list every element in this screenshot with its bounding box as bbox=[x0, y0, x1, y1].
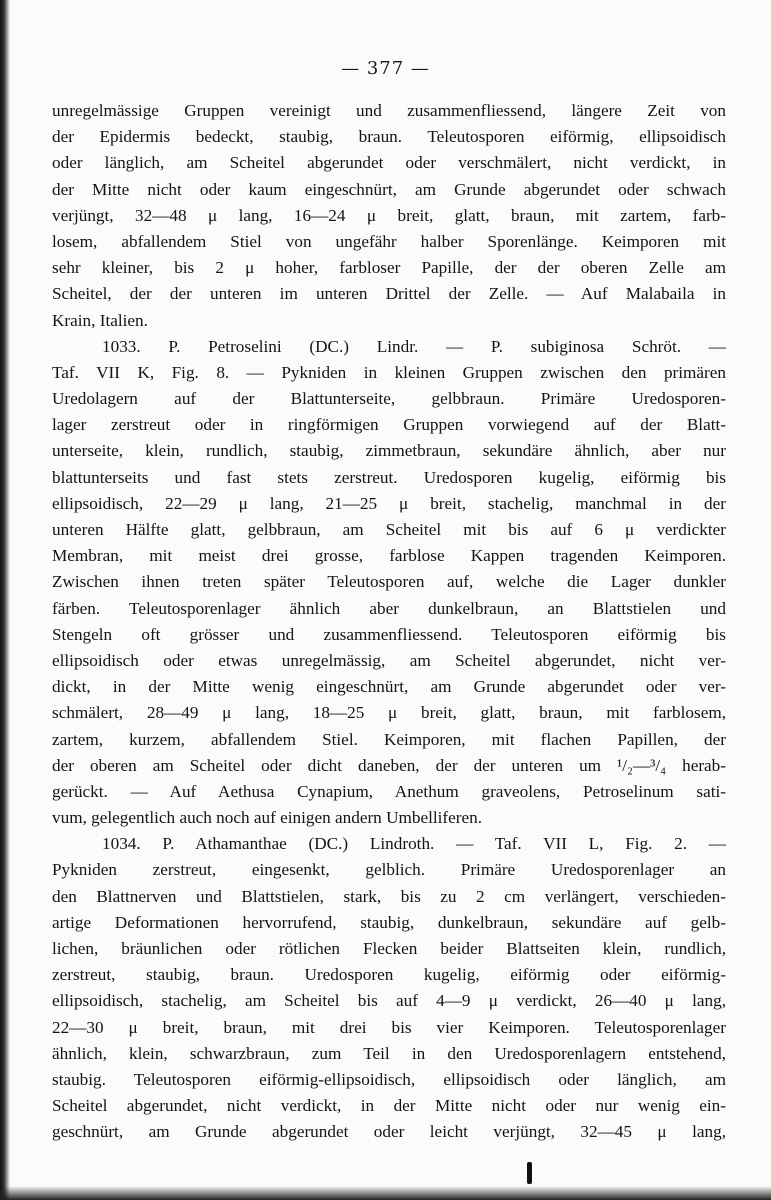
text-line: färben. Teleutosporenlager ähnlich aber dunkelbraun, an Blattstielen und bbox=[52, 598, 726, 618]
text-line: lichen, bräunlichen oder rötlichen Flecken beider Blattseiten klein, rundlich, bbox=[52, 939, 726, 958]
text-line: Krain, Italien. bbox=[52, 310, 148, 330]
text-line: Membran, mit meist drei grosse, farblose Kappen tragenden Keimporen. bbox=[52, 546, 726, 566]
text-line: der oberen am Scheitel oder dicht daneben, der der unteren um ¹/₂—³/₄ herab- bbox=[52, 755, 726, 775]
text-line: blattunterseits und fast stets zerstreut. Uredosporen kugelig, eiförmig bis bbox=[52, 467, 726, 487]
text-line: Uredolagern auf der Blattunterseite, gelbbraun. Primäre Uredosporen- bbox=[52, 389, 726, 409]
text-line: Scheitel, der der unteren im unteren Drittel der Zelle. — Auf Malabaila in bbox=[52, 284, 726, 304]
text-line: gerückt. — Auf Aethusa Cynapium, Anethum graveolens, Petroselinum sati- bbox=[52, 781, 726, 801]
text-line: staubig. Teleutosporen eiförmig-ellipsoidisch, ellipsoidisch oder länglich, am bbox=[52, 1069, 726, 1089]
text-line: ellipsoidisch, stachelig, am Scheitel bis auf 4—9 μ verdickt, 26—40 μ lang, bbox=[52, 991, 726, 1011]
ink-mark bbox=[527, 1162, 532, 1184]
scan-shadow-left bbox=[0, 0, 10, 1200]
text-line: oder länglich, am Scheitel abgerundet oder verschmälert, nicht verdickt, in bbox=[52, 153, 726, 173]
text-line: lager zerstreut oder in ringförmigen Gruppen vorwiegend auf der Blatt- bbox=[52, 415, 726, 435]
text-line: Scheitel abgerundet, nicht verdickt, in der Mitte nicht oder nur wenig ein- bbox=[52, 1096, 726, 1116]
text-line: unterseite, klein, rundlich, staubig, zimmetbraun, sekundäre ähnlich, aber nur bbox=[52, 441, 726, 461]
text-line: zartem, kurzem, abfallendem Stiel. Keimporen, mit flachen Papillen, der bbox=[52, 729, 726, 749]
text-line: ähnlich, klein, schwarzbraun, zum Teil in den Uredosporenlagern entstehend, bbox=[52, 1043, 726, 1063]
text-line: vum, gelegentlich auch noch auf einigen andern Umbelliferen. bbox=[52, 808, 482, 828]
entry-heading-1034: 1034. P. Athamanthae (DC.) Lindroth. — Taf. VII L, Fig. 2. — bbox=[102, 834, 726, 854]
text-line: zerstreut, staubig, braun. Uredosporen kugelig, eiförmig oder eiförmig- bbox=[52, 965, 726, 985]
text-line: den Blattnerven und Blattstielen, stark, bis zu 2 cm verlängert, verschieden- bbox=[52, 886, 726, 906]
text-line: Taf. VII K, Fig. 8. — Pykniden in kleinen Gruppen zwischen den primären bbox=[52, 362, 726, 382]
text-line: dickt, in der Mitte wenig eingeschnürt, am Grunde abgerundet oder ver- bbox=[52, 677, 726, 697]
text-line: Pykniden zerstreut, eingesenkt, gelblich. Primäre Uredosporenlager an bbox=[52, 860, 726, 880]
text-line: losem, abfallendem Stiel von ungefähr halber Sporenlänge. Keimporen mit bbox=[52, 231, 726, 251]
text-line: der Epidermis bedeckt, staubig, braun. Teleutosporen eiförmig, ellipsoidisch bbox=[52, 127, 726, 147]
page-number: — 377 — bbox=[341, 58, 430, 79]
text-line: der Mitte nicht oder kaum eingeschnürt, am Grunde abgerundet oder schwach bbox=[52, 179, 726, 199]
text-line: verjüngt, 32—48 μ lang, 16—24 μ breit, glatt, braun, mit zartem, farb- bbox=[52, 205, 726, 225]
text-line: ellipsoidisch, 22—29 μ lang, 21—25 μ breit, stachelig, manchmal in der bbox=[52, 493, 726, 513]
text-line: sehr kleiner, bis 2 μ hoher, farbloser Papille, der der oberen Zelle am bbox=[52, 258, 726, 278]
scan-shadow-bottom bbox=[0, 1186, 771, 1200]
text-line: geschnürt, am Grunde abgerundet oder leicht verjüngt, 32—45 μ lang, bbox=[52, 1122, 726, 1142]
text-line: unteren Hälfte glatt, gelbbraun, am Scheitel mit bis auf 6 μ verdickter bbox=[52, 520, 726, 539]
text-line: schmälert, 28—49 μ lang, 18—25 μ breit, glatt, braun, mit farblosem, bbox=[52, 703, 726, 723]
text-line: Stengeln oft grösser und zusammenfliessend. Teleutosporen eiförmig bis bbox=[52, 624, 726, 644]
text-line: unregelmässige Gruppen vereinigt und zusammenfliessend, längere Zeit von bbox=[52, 101, 726, 120]
text-line: ellipsoidisch oder etwas unregelmässig, am Scheitel abgerundet, nicht ver- bbox=[52, 650, 726, 670]
text-line: 22—30 μ breit, braun, mit drei bis vier Keimporen. Teleutosporenlager bbox=[52, 1017, 726, 1037]
body-text bbox=[52, 98, 726, 1146]
entry-heading-1033: 1033. P. Petroselini (DC.) Lindr. — P. subiginosa Schröt. — bbox=[102, 336, 726, 356]
text-line: Zwischen ihnen treten später Teleutosporen auf, welche die Lager dunkler bbox=[52, 572, 726, 592]
text-line: artige Deformationen hervorrufend, staubig, dunkelbraun, sekundäre auf gelb- bbox=[52, 912, 726, 932]
